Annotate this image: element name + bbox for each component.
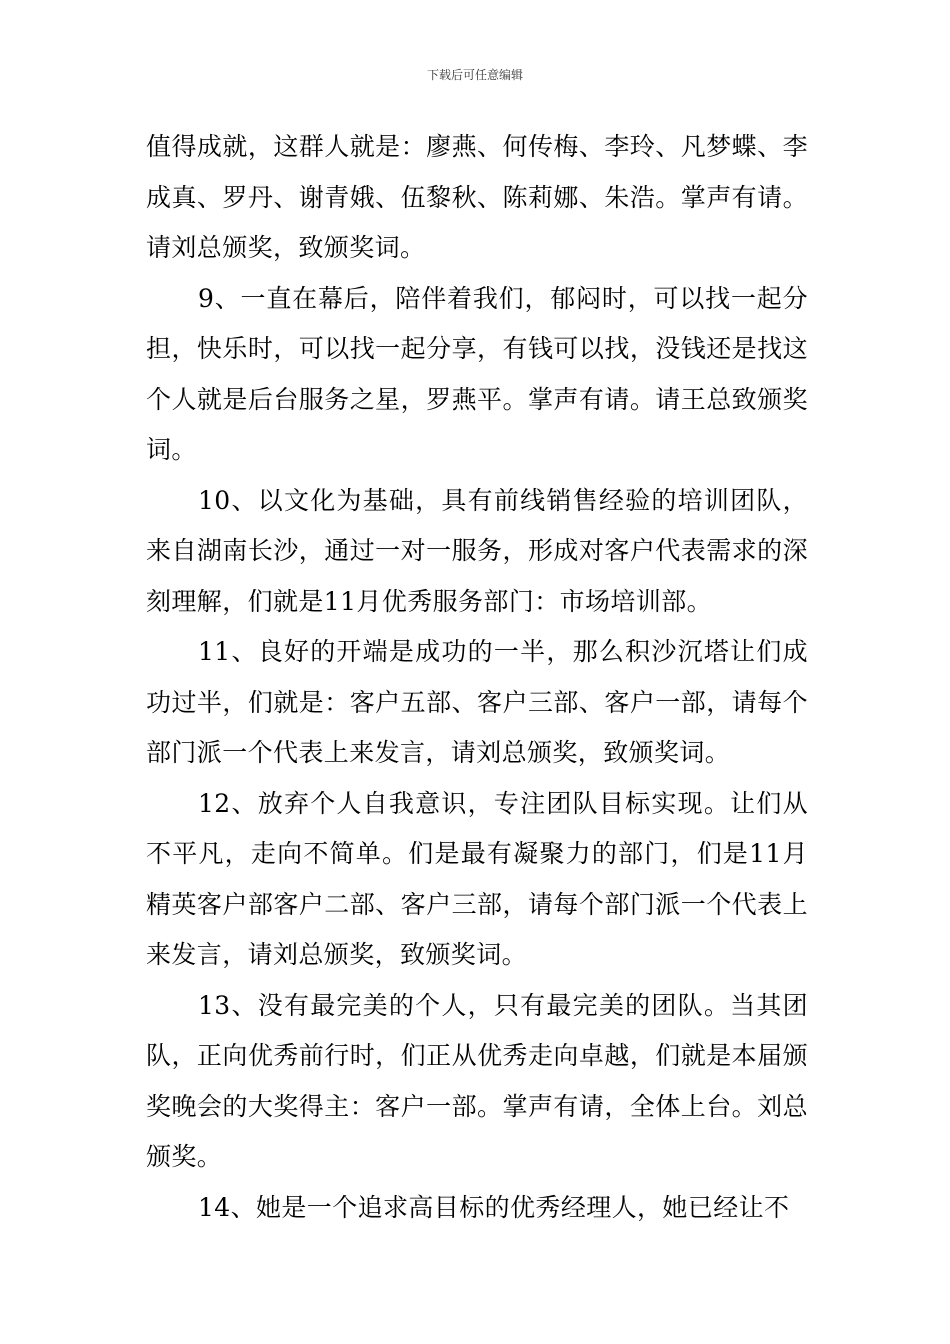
paragraph-continuation: 值得成就，这群人就是：廖燕、何传梅、李玲、凡梦蝶、李成真、罗丹、谢青娥、伍黎秋、陈莉娜、朱浩。掌声有请。请刘总颁奖，致颁奖词。	[146, 132, 808, 262]
paragraph-item-12: 12、放弃个人自我意识，专注团队目标实现。让们从不平凡，走向不简单。们是最有凝聚力的部门，们是11月精英客户部客户二部、客户三部，请每个部门派一个代表上来发言，请刘总颁奖，致颁奖词。	[146, 788, 808, 969]
document-body	[146, 122, 808, 1233]
page-header: 下载后可任意编辑	[426, 68, 523, 82]
paragraph-item-14: 14、她是一个追求高目标的优秀经理人，她已经让不	[198, 1192, 790, 1222]
paragraph-item-10: 10、以文化为基础，具有前线销售经验的培训团队，来自湖南长沙，通过一对一服务，形成对客户代表需求的深刻理解，们就是11月优秀服务部门：市场培训部。	[146, 485, 808, 616]
paragraph-item-11: 11、良好的开端是成功的一半，那么积沙沉塔让们成功过半，们就是：客户五部、客户三部、客户一部，请每个部门派一个代表上来发言，请刘总颁奖，致颁奖词。	[146, 637, 808, 767]
paragraph-item-9: 9、一直在幕后，陪伴着我们，郁闷时，可以找一起分担，快乐时，可以找一起分享，有钱可以找，没钱还是找这个人就是后台服务之星，罗燕平。掌声有请。请王总致颁奖词。	[146, 283, 808, 464]
paragraph-item-13: 13、没有最完美的个人，只有最完美的团队。当其团队，正向优秀前行时，们正从优秀走向卓越，们就是本届颁奖晚会的大奖得主：客户一部。掌声有请，全体上台。刘总颁奖。	[146, 990, 808, 1171]
